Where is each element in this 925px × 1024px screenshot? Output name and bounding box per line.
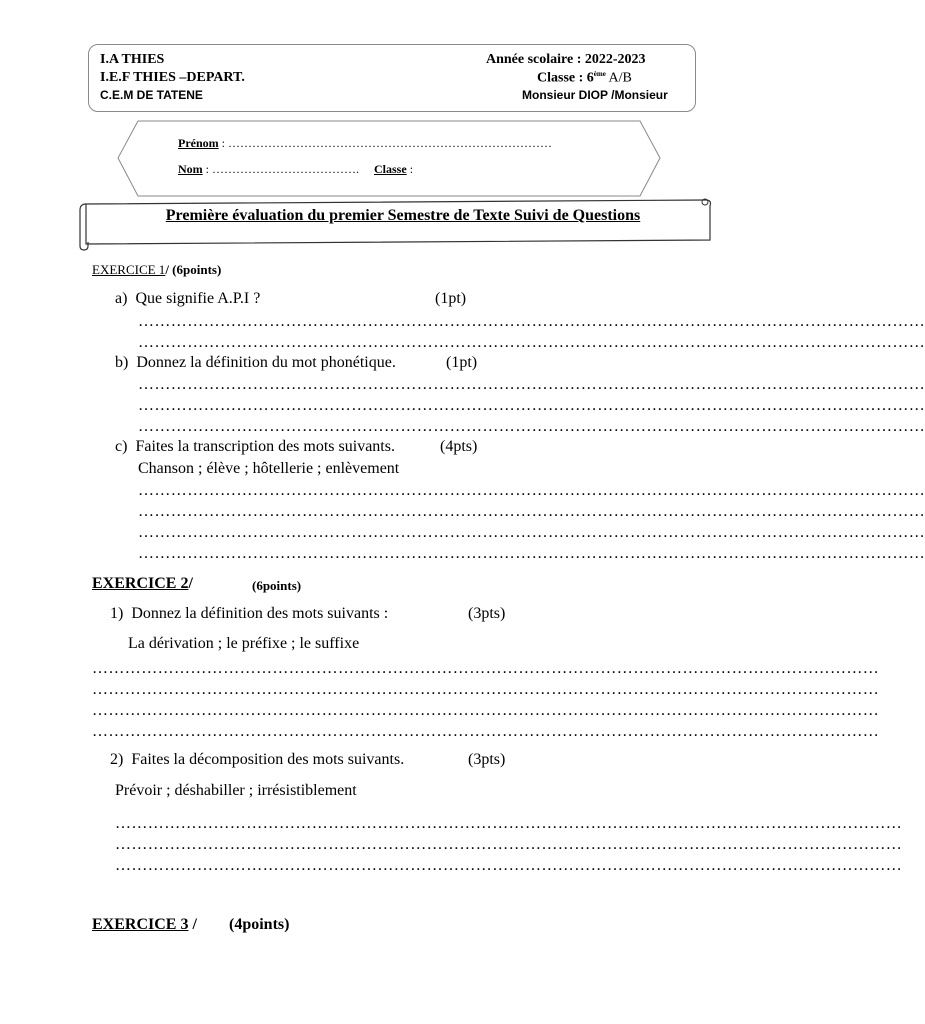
answer-line[interactable]: ……………………………………………………………………………………………………………………………… [92,702,880,719]
ex2-question-1-points: (3pts) [468,605,506,622]
answer-line[interactable]: ……………………………………………………………………………………………………………………………… [92,681,880,698]
nom-field[interactable] [178,160,413,178]
answer-line[interactable]: ……………………………………………………………………………………………………………………………… [138,313,925,330]
answer-line[interactable]: ……………………………………………………………………………………………………………………………… [115,815,903,832]
exercice-1-heading: EXERCICE 1/ (6points) [92,262,222,277]
answer-line[interactable]: ……………………………………………………………………………………………………………………………… [138,545,925,562]
ex2-word-list-2: Prévoir ; déshabiller ; irrésistiblement [115,782,357,799]
answer-line[interactable]: ……………………………………………………………………………………………………………………………… [138,524,925,541]
header-classe: Classe : 6ème A/B [537,70,632,86]
header-annee: Année scolaire : 2022-2023 [486,52,646,67]
answer-line[interactable]: ……………………………………………………………………………………………………………………………… [115,857,903,874]
ex1-question-b-points: (1pt) [446,354,478,371]
nom-label: Nom [178,162,203,176]
ex2-question-1: 1) Donnez la définition des mots suivants : [110,605,389,622]
name-box-frame [116,120,666,198]
classe-dots: : [406,162,414,176]
header-monsieur: Monsieur DIOP /Monsieur [522,88,668,102]
prenom-field[interactable] [178,134,552,152]
header-ief: I.E.F THIES –DEPART. [100,70,245,85]
answer-line[interactable]: ……………………………………………………………………………………………………………………………… [92,723,880,740]
answer-line[interactable]: ……………………………………………………………………………………………………………………………… [138,376,925,393]
ex2-word-list-1: La dérivation ; le préfixe ; le suffixe [128,635,360,652]
classe-label: Classe [374,162,407,176]
exercice-3-points: (4points) [229,916,290,933]
ex2-question-2: 2) Faites la décomposition des mots suivants. [110,751,405,768]
answer-line[interactable]: ……………………………………………………………………………………………………………………………… [115,836,903,853]
page-title: Première évaluation du premier Semestre de Texte Suivi de Questions [165,207,641,224]
ex1-question-a-points: (1pt) [435,290,467,307]
answer-line[interactable]: ……………………………………………………………………………………………………………………………… [138,418,925,435]
answer-line[interactable]: ……………………………………………………………………………………………………………………………… [92,660,880,677]
answer-line[interactable]: ……………………………………………………………………………………………………………………………… [138,334,925,351]
ex1-question-c-points: (4pts) [440,438,478,455]
prenom-dots: : ……………………………………………………………………… [218,136,552,150]
ex1-question-c: c) Faites la transcription des mots suivants. [115,438,395,455]
header-cem: C.E.M DE TATENE [100,88,203,102]
header-ia: I.A THIES [100,52,165,67]
ex1-question-b: b) Donnez la définition du mot phonétique. [115,354,396,371]
nom-dots: : ………………………………. [202,162,363,176]
prenom-label: Prénom [178,136,219,150]
ex1-question-a: a) Que signifie A.P.I ? [115,290,261,307]
exercice-3-heading: EXERCICE 3 / [92,916,197,933]
answer-line[interactable]: ……………………………………………………………………………………………………………………………… [138,503,925,520]
answer-line[interactable]: ……………………………………………………………………………………………………………………………… [138,397,925,414]
answer-line[interactable]: ……………………………………………………………………………………………………………………………… [138,482,925,499]
ex2-question-2-points: (3pts) [468,751,506,768]
ex1-word-list: Chanson ; élève ; hôtellerie ; enlèvement [138,460,400,477]
exercice-2-heading: EXERCICE 2/ [92,575,193,592]
exercice-2-points: (6points) [252,578,302,593]
